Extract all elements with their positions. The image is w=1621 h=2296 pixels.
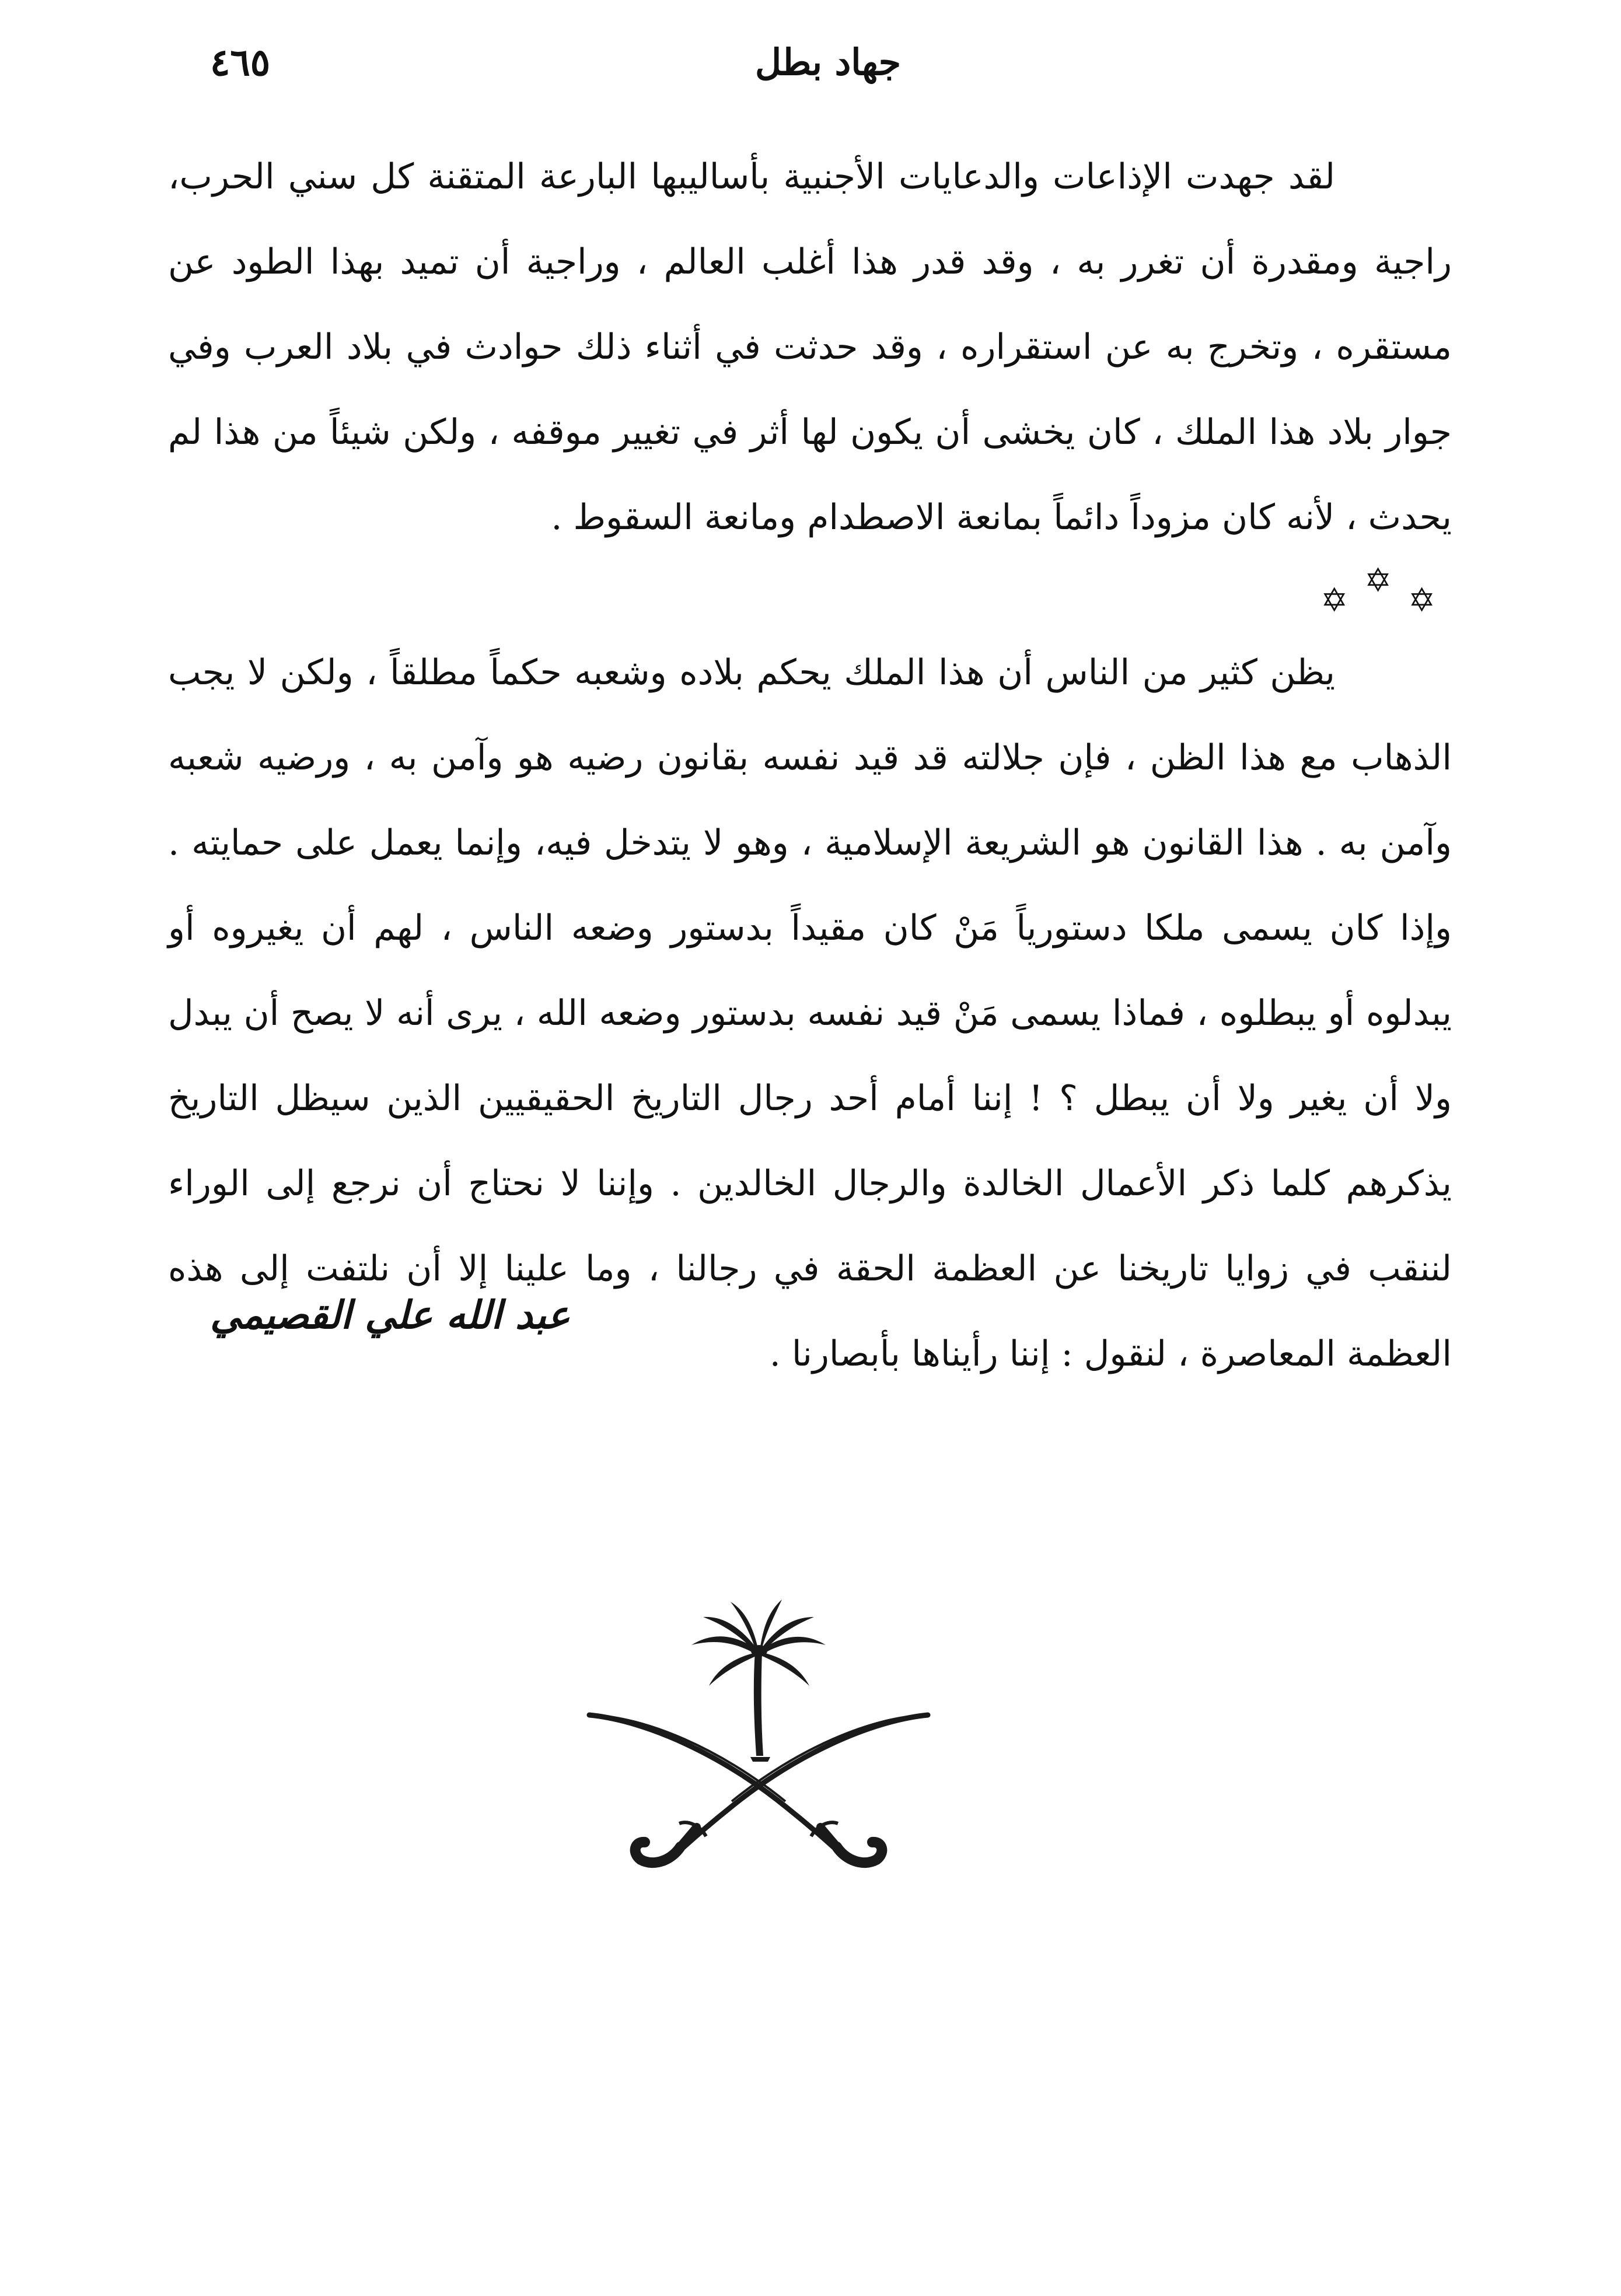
paragraph-1: لقد جهدت الإذاعات والدعايات الأجنبية بأساليبها البارعة المتقنة كل سني الحرب، راجية ومقدرة أن تغرر به ، وقد قدر هذا أغلب العالم ، وراجية أن تميد بهذا الطود عن مستقره ، وتخرج به عن استقراره ، وقد حدثت في أثناء ذلك حوادث في بلاد العرب وفي جوار بلاد هذا الملك ، كان يخشى أن يكون لها أثر في تغيير موقفه ، ولكن شيئاً من هذا لم يحدث ، لأنه كان مزوداً دائماً بمانعة الاصطدام ومانعة السقوط . xyxy=(168,156,1452,538)
separator-star-icon: ✡ xyxy=(1320,582,1365,620)
body-text xyxy=(168,134,1452,1396)
running-title: جهاد بطل xyxy=(754,41,902,83)
paragraph-2: يظن كثير من الناس أن هذا الملك يحكم بلاده وشعبه حكماً مطلقاً ، ولكن لا يجب الذهاب مع هذا الظن ، فإن جلالته قد قيد نفسه بقانون رضيه هو وآمن به ، ورضيه شعبه وآمن به . هذا القانون هو الشريعة الإسلامية ، وهو لا يتدخل فيه، وإنما يعمل على حمايته . وإذا كان يسمى ملكا دستورياً مَنْ كان مقيداً بدستور وضعه الناس ، لهم أن يغيروه أو يبدلوه أو يبطلوه ، فماذا يسمى مَنْ قيد نفسه بدستور وضعه الله ، يرى أنه لا يصح أن يبدل ولا أن يغير ولا أن يبطل ؟ ! إننا أمام أحد رجال التاريخ الحقيقيين الذين سيظل التاريخ يذكرهم كلما ذكر الأعمال الخالدة والرجال الخالدين . وإننا لا نحتاج أن نرجع إلى الوراء لننقب في زوايا تاريخنا عن العظمة الحقة في رجالنا ، وما علينا إلا أن نلتفت إلى هذه العظمة المعاصرة ، لنقول : إننا رأيناها بأبصارنا . xyxy=(168,652,1452,1374)
section-separator xyxy=(168,560,1452,630)
palm-and-crossed-swords-emblem xyxy=(578,1563,939,1890)
running-head xyxy=(210,41,1446,105)
author-signature: عبد الله علي القصيمي xyxy=(210,1292,570,1338)
page-number: ٤٦٥ xyxy=(210,41,271,85)
separator-star-icon: ✡ xyxy=(1364,562,1409,600)
separator-star-icon: ✡ xyxy=(1408,582,1452,620)
